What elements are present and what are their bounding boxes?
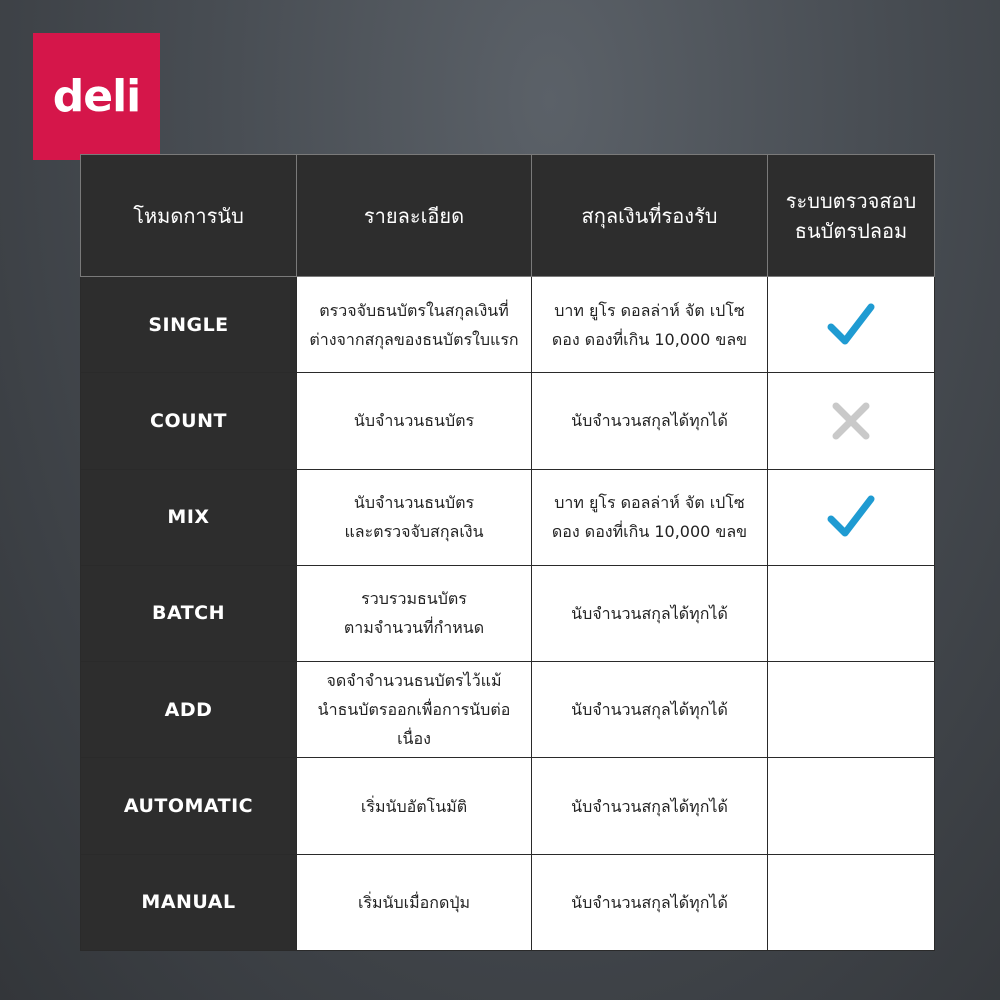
currency-line: บาท ยูโร ดอลล่าห์ จัต เปโซ <box>554 493 745 513</box>
detail-line: ตามจำนวนที่กำหนด <box>343 618 485 638</box>
deli-logo <box>33 33 160 160</box>
detail-cell <box>297 565 532 661</box>
counterfeit-cell <box>768 565 935 661</box>
detail-line: ตรวจจับธนบัตรในสกุลเงินที่ <box>319 300 509 320</box>
mode-cell: MIX <box>81 469 297 565</box>
counting-modes-table <box>80 154 935 951</box>
currency-cell <box>532 373 768 469</box>
currency-line: ดอง ดองที่เกิน 10,000 ขลข <box>551 522 748 542</box>
counterfeit-cell <box>768 373 935 469</box>
mode-cell: BATCH <box>81 565 297 661</box>
mode-cell: COUNT <box>81 373 297 469</box>
counterfeit-cell <box>768 758 935 854</box>
mode-cell: MANUAL <box>81 854 297 950</box>
check-icon <box>825 491 877 543</box>
currency-cell <box>532 277 768 373</box>
table-row <box>81 277 935 373</box>
detail-line: รวบรวมธนบัตร <box>361 589 467 609</box>
currency-line: บาท ยูโร ดอลล่าห์ จัต เปโซ <box>554 300 745 320</box>
currency-line: ดอง ดองที่เกิน 10,000 ขลข <box>551 329 748 349</box>
currency-line: นับจำนวนสกุลได้ทุกได้ <box>571 700 728 720</box>
detail-line: ต่างจากสกุลของธนบัตรใบแรก <box>309 329 519 349</box>
detail-cell <box>297 469 532 565</box>
detail-cell <box>297 277 532 373</box>
mode-cell: AUTOMATIC <box>81 758 297 854</box>
cross-icon <box>830 400 872 442</box>
logo-text: deli <box>52 70 141 122</box>
header-counterfeit <box>768 155 935 277</box>
currency-line: นับจำนวนสกุลได้ทุกได้ <box>571 892 728 912</box>
detail-cell <box>297 662 532 758</box>
currency-cell <box>532 469 768 565</box>
detail-line: เริ่มนับอัตโนมัติ <box>360 796 468 816</box>
table-row <box>81 662 935 758</box>
detail-line: จดจำจำนวนธนบัตรไว้แม้ <box>326 671 502 691</box>
mode-cell: ADD <box>81 662 297 758</box>
detail-line: นำธนบัตรออกเพื่อการนับต่อเนื่อง <box>317 700 511 749</box>
counterfeit-cell <box>768 662 935 758</box>
table-row <box>81 854 935 950</box>
table-header-row <box>81 155 935 277</box>
header-currency: สกุลเงินที่รองรับ <box>532 155 768 277</box>
currency-cell <box>532 662 768 758</box>
currency-line: นับจำนวนสกุลได้ทุกได้ <box>571 411 728 431</box>
detail-cell <box>297 758 532 854</box>
header-counterfeit-line-2: ธนบัตรปลอม <box>794 218 908 243</box>
mode-cell: SINGLE <box>81 277 297 373</box>
detail-cell <box>297 373 532 469</box>
header-counterfeit-line-1: ระบบตรวจสอบ <box>785 188 917 213</box>
header-mode: โหมดการนับ <box>81 155 297 277</box>
table-row <box>81 373 935 469</box>
table-row <box>81 758 935 854</box>
currency-line: นับจำนวนสกุลได้ทุกได้ <box>571 603 728 623</box>
counterfeit-cell <box>768 277 935 373</box>
detail-cell <box>297 854 532 950</box>
detail-line: นับจำนวนธนบัตร <box>353 493 475 513</box>
check-icon <box>825 299 877 351</box>
currency-cell <box>532 758 768 854</box>
currency-cell <box>532 854 768 950</box>
counterfeit-cell <box>768 854 935 950</box>
currency-cell <box>532 565 768 661</box>
table-row <box>81 565 935 661</box>
detail-line: และตรวจจับสกุลเงิน <box>344 522 484 542</box>
detail-line: เริ่มนับเมื่อกดปุ่ม <box>357 892 471 912</box>
detail-line: นับจำนวนธนบัตร <box>353 411 475 431</box>
counterfeit-cell <box>768 469 935 565</box>
header-detail: รายละเอียด <box>297 155 532 277</box>
table-row <box>81 469 935 565</box>
currency-line: นับจำนวนสกุลได้ทุกได้ <box>571 796 728 816</box>
